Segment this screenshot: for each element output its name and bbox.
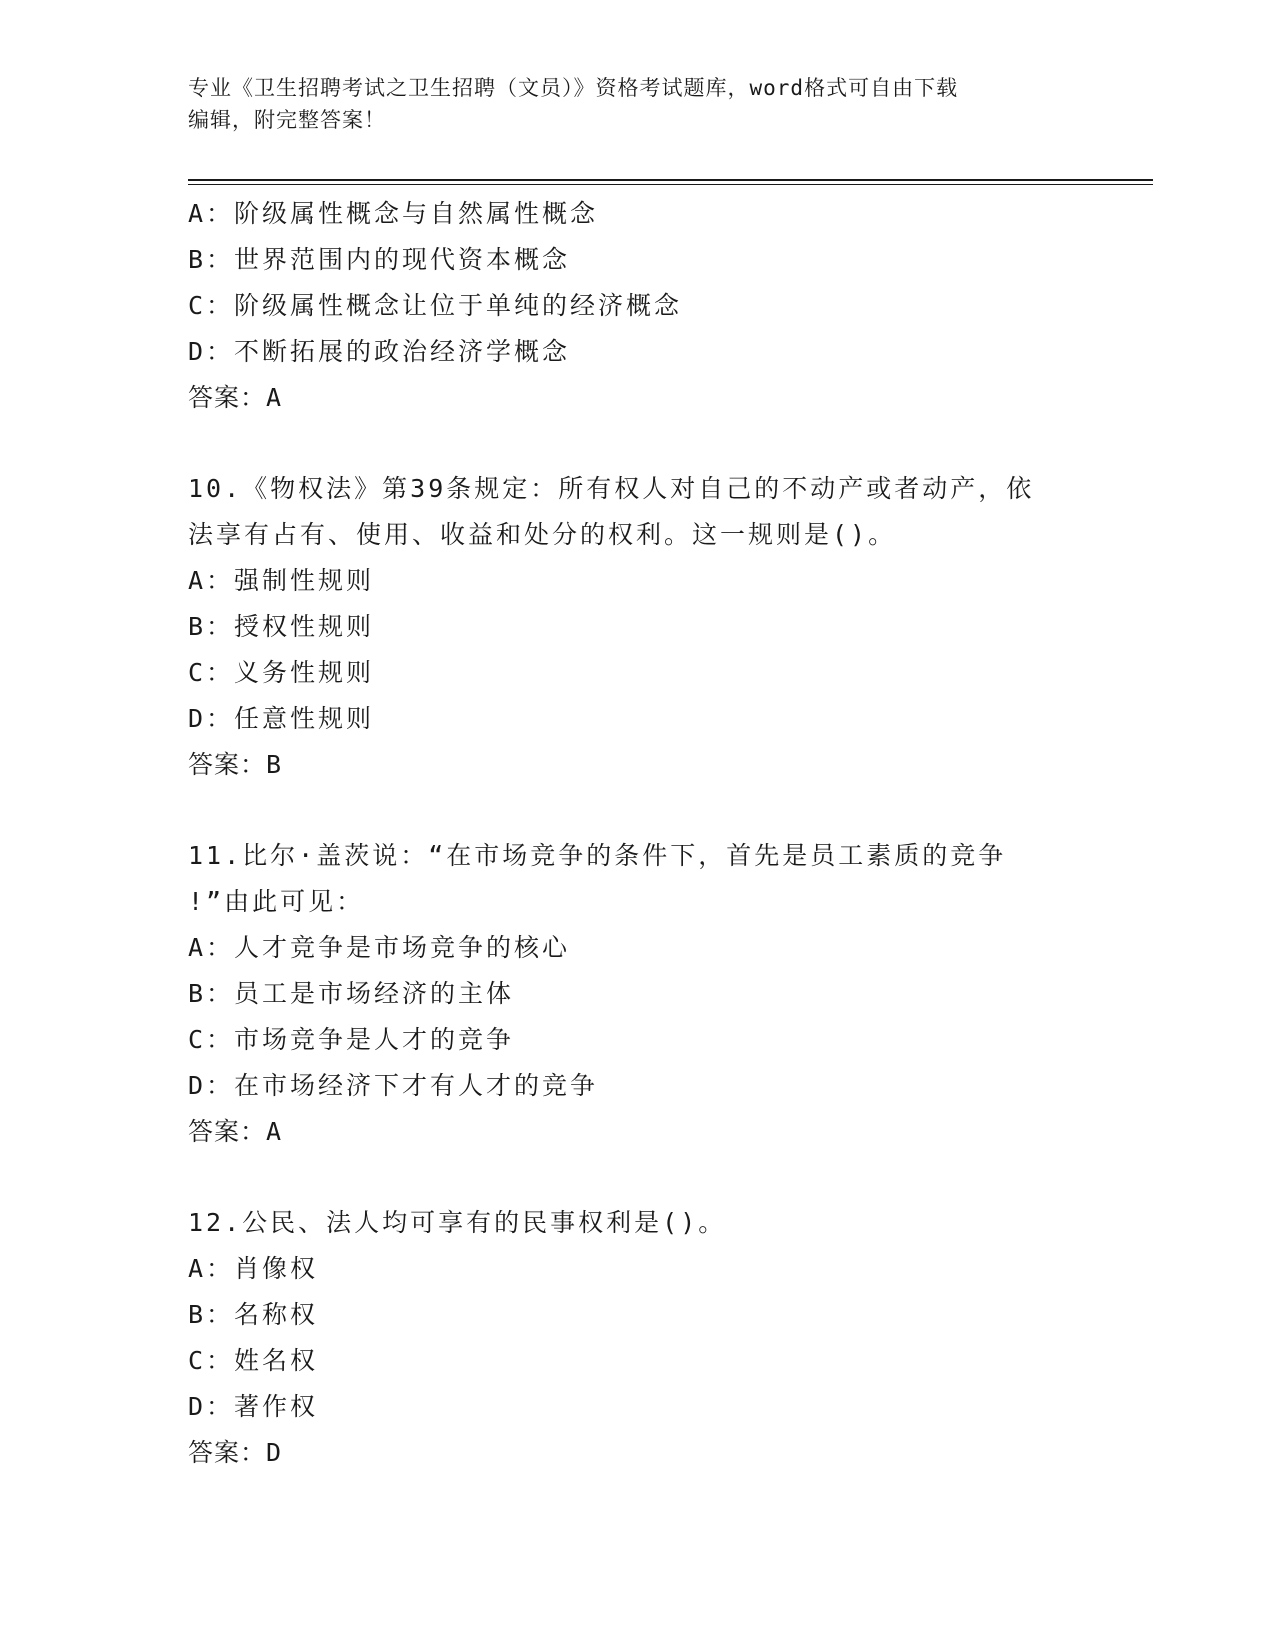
option-d: D：在市场经济下才有人才的竞争 [188,1071,599,1100]
question-list [188,191,1088,1476]
question-10-block [188,466,1088,788]
option-b: B：授权性规则 [188,612,375,641]
header-line-2: 编辑，附完整答案！ [188,108,386,132]
option-c: C：市场竞争是人才的竞争 [188,1025,515,1054]
option-d: D：任意性规则 [188,704,375,733]
option-c: C：义务性规则 [188,658,375,687]
spacer [188,1155,1088,1200]
option-a: A：肖像权 [188,1254,319,1283]
header-divider-thin [188,184,1153,185]
option-b: B：世界范围内的现代资本概念 [188,245,571,274]
option-d: D：不断拓展的政治经济学概念 [188,337,571,366]
question-stem-continued: 法享有占有、使用、收益和处分的权利。这一规则是()。 [188,520,897,549]
spacer [188,788,1088,833]
option-b: B：名称权 [188,1300,319,1329]
question-9-block [188,191,1088,421]
question-stem-continued: !”由此可见： [188,887,365,916]
answer-label: 答案：B [188,750,283,779]
header-divider-thick [188,179,1153,181]
option-c: C：阶级属性概念让位于单纯的经济概念 [188,291,683,320]
answer-label: 答案：A [188,383,283,412]
option-d: D：著作权 [188,1392,319,1421]
document-header [188,72,1088,136]
answer-label: 答案：A [188,1117,283,1146]
question-stem: 11.比尔·盖茨说：“在市场竞争的条件下，首先是员工素质的竞争 [188,841,1007,870]
question-stem: 10.《物权法》第39条规定：所有权人对自己的不动产或者动产，依 [188,474,1035,503]
question-stem: 12.公民、法人均可享有的民事权利是()。 [188,1208,727,1237]
option-a: A：阶级属性概念与自然属性概念 [188,199,599,228]
option-a: A：强制性规则 [188,566,375,595]
answer-label: 答案：D [188,1438,283,1467]
question-12-block [188,1200,1088,1476]
spacer [188,421,1088,466]
option-c: C：姓名权 [188,1346,319,1375]
option-a: A：人才竞争是市场竞争的核心 [188,933,571,962]
option-b: B：员工是市场经济的主体 [188,979,515,1008]
question-11-block [188,833,1088,1155]
header-line-1: 专业《卫生招聘考试之卫生招聘（文员）》资格考试题库，word格式可自由下载 [188,76,959,100]
